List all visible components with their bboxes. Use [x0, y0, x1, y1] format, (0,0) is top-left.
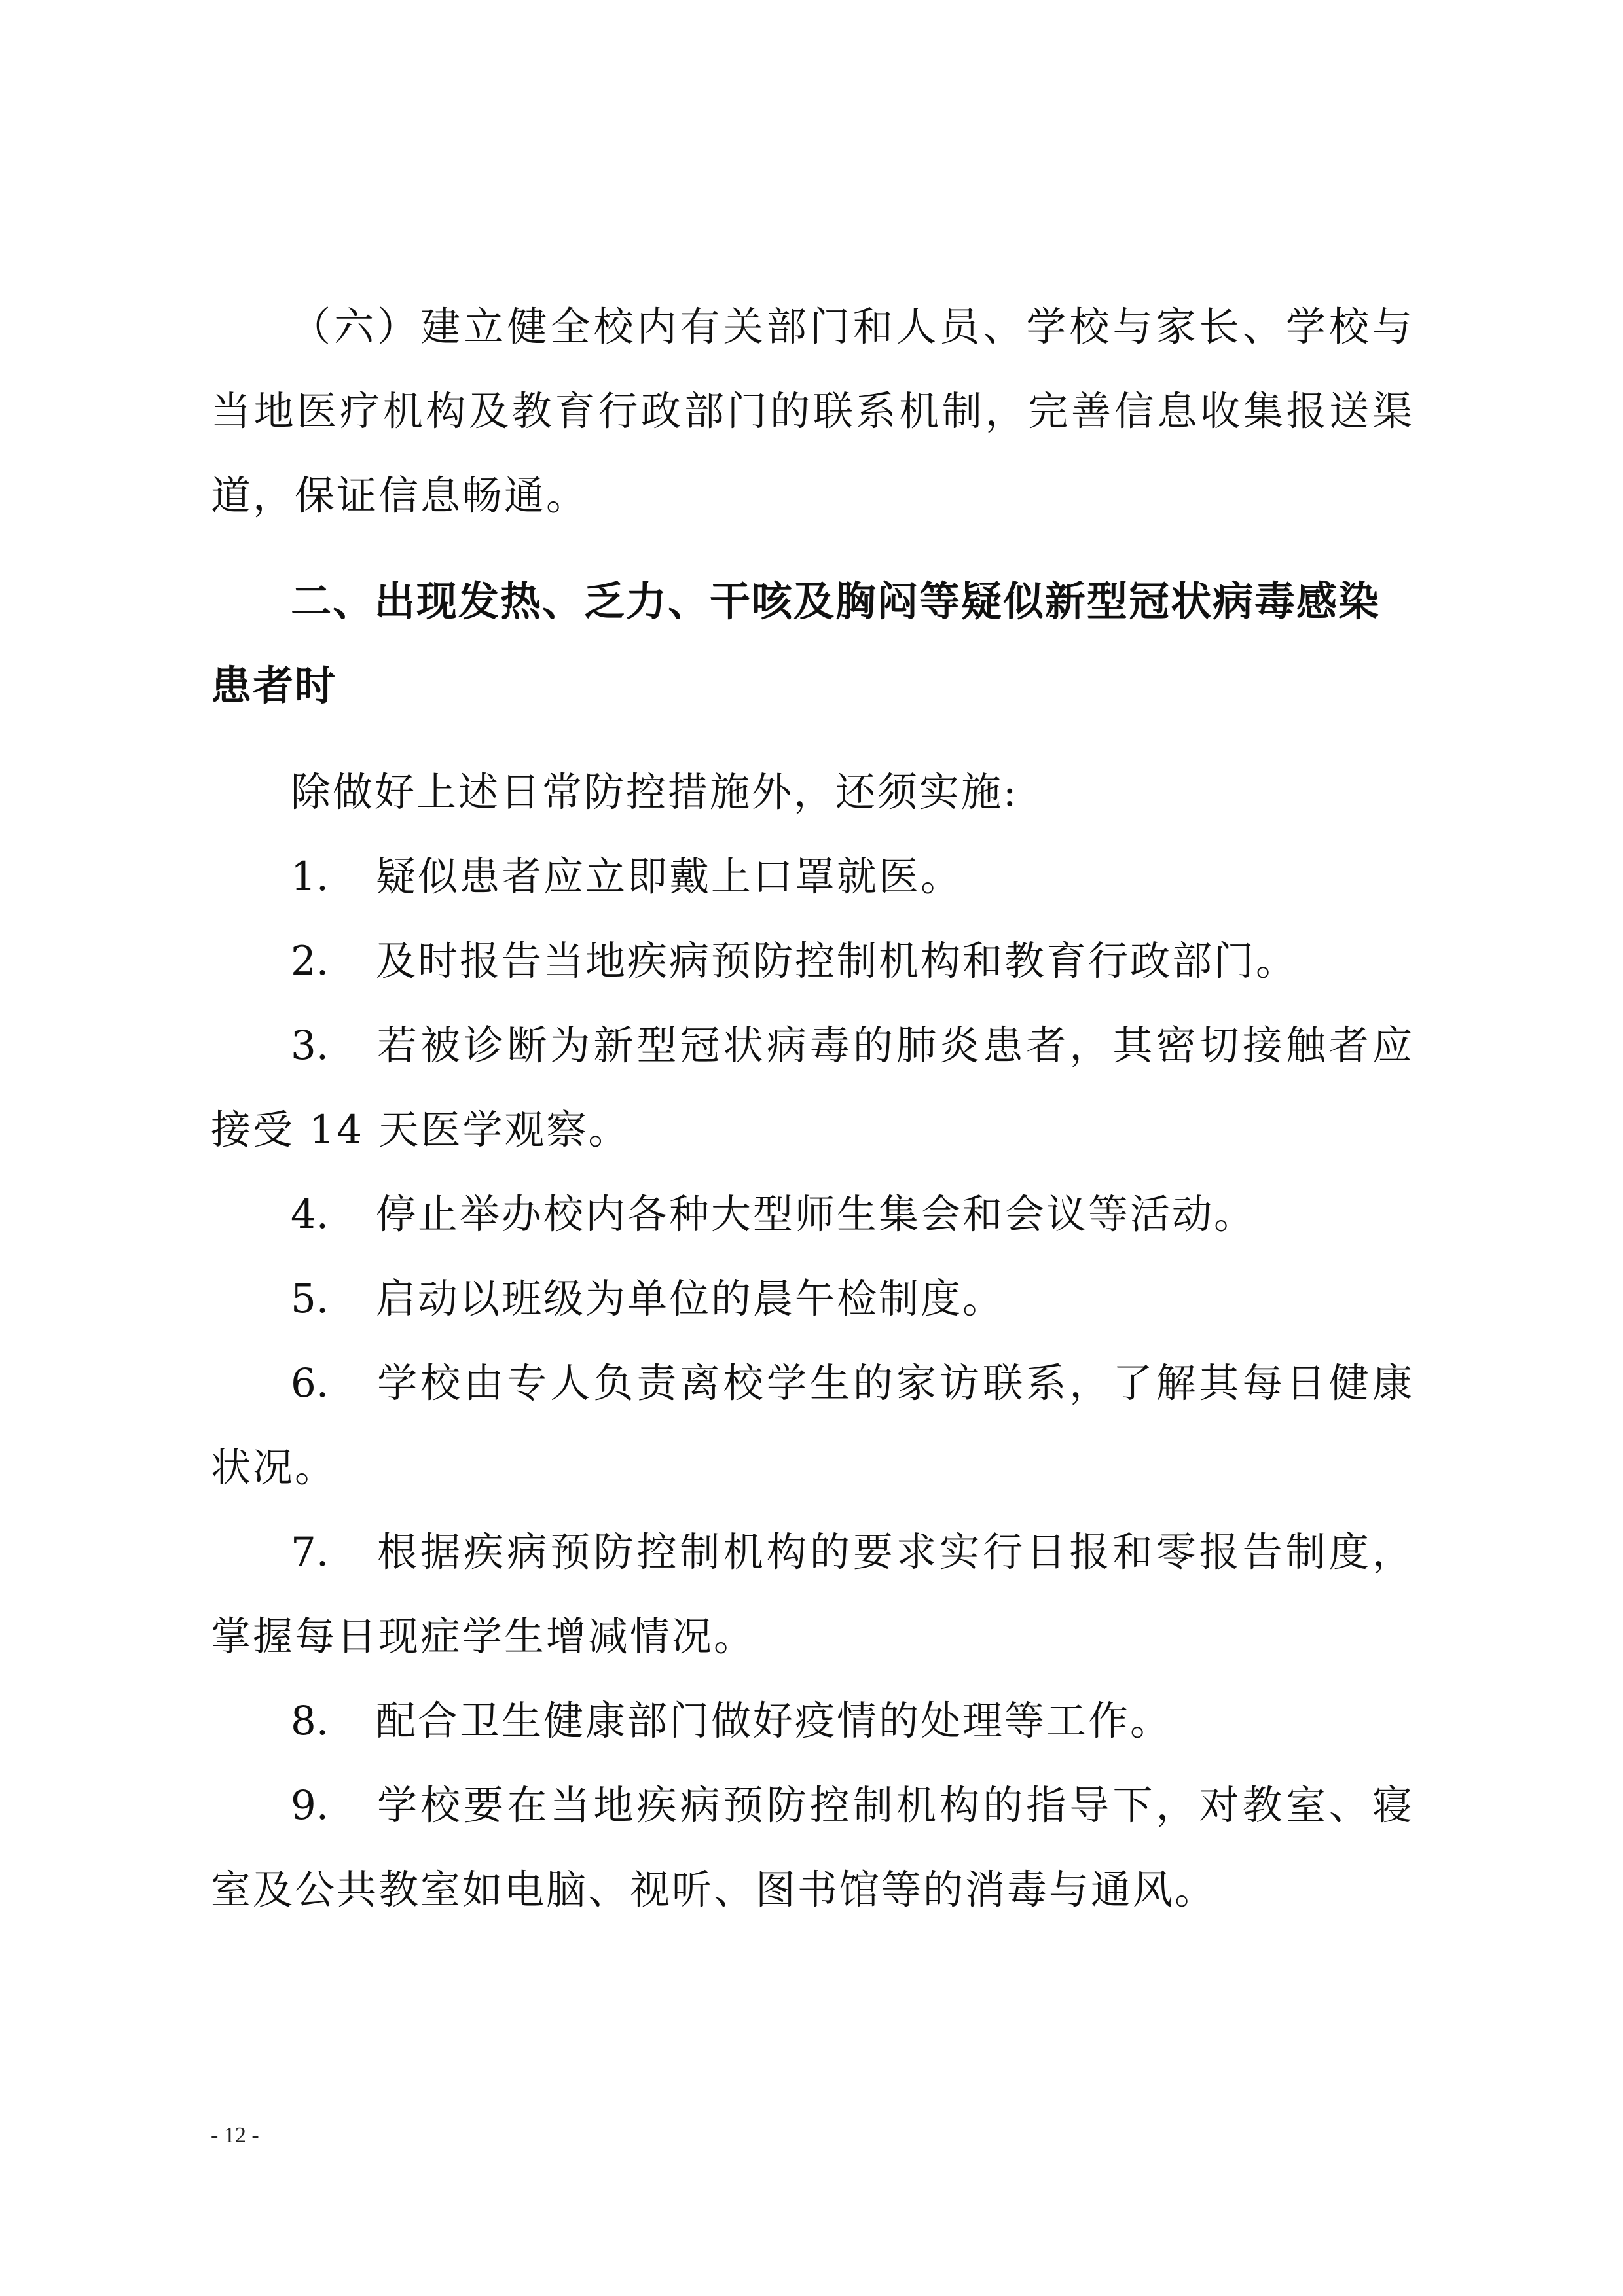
list-item-7 [211, 1510, 1414, 1679]
list-item-2 [211, 919, 1414, 1003]
item-text: 疑似患者应立即戴上口罩就医。 [376, 853, 963, 900]
item-text: 停止举办校内各种大型师生集会和会议等活动。 [376, 1191, 1256, 1238]
item-text: 学校要在当地疾病预防控制机构的指导下，对教室、寝室及公共教室如电脑、视听、图书馆等的消毒与通风。 [211, 1782, 1414, 1913]
item-number: 3. [291, 1022, 329, 1069]
list-item-9 [211, 1763, 1414, 1932]
item-number: 8. [291, 1698, 329, 1744]
item-text: 配合卫生健康部门做好疫情的处理等工作。 [376, 1698, 1173, 1744]
item-text: 启动以班级为单位的晨午检制度。 [376, 1276, 1005, 1322]
item-number: 6. [291, 1360, 329, 1407]
list-item-4 [211, 1172, 1414, 1257]
item-number: 4. [291, 1191, 329, 1238]
section-six-paragraph: （六）建立健全校内有关部门和人员、学校与家长、学校与当地医疗机构及教育行政部门的联系机制，完善信息收集报送渠道，保证信息畅通。 [211, 304, 1414, 519]
item-number: 5. [291, 1276, 329, 1322]
list-item-6 [211, 1341, 1414, 1510]
list-item-5 [211, 1257, 1414, 1341]
item-text: 若被诊断为新型冠状病毒的肺炎患者，其密切接触者应接受 14 天医学观察。 [211, 1022, 1414, 1153]
page-number: - 12 - [211, 2123, 259, 2147]
item-number: 1. [291, 853, 329, 900]
item-text: 及时报告当地疾病预防控制机构和教育行政部门。 [376, 938, 1298, 984]
intro-paragraph: 除做好上述日常防控措施外，还须实施: [291, 769, 1019, 816]
item-number: 2. [291, 938, 329, 984]
item-text: 根据疾病预防控制机构的要求实行日报和零报告制度，掌握每日现症学生增减情况。 [211, 1529, 1414, 1660]
list-item-1 [211, 834, 1414, 919]
item-number: 9. [291, 1782, 329, 1829]
section-two-heading: 二、出现发热、乏力、干咳及胸闷等疑似新型冠状病毒感染患者时 [211, 577, 1381, 709]
item-text: 学校由专人负责离校学生的家访联系，了解其每日健康状况。 [211, 1360, 1414, 1491]
item-number: 7. [291, 1529, 329, 1575]
list-item-3 [211, 1003, 1414, 1172]
list-item-8 [211, 1679, 1414, 1763]
document-body [211, 285, 1414, 1932]
